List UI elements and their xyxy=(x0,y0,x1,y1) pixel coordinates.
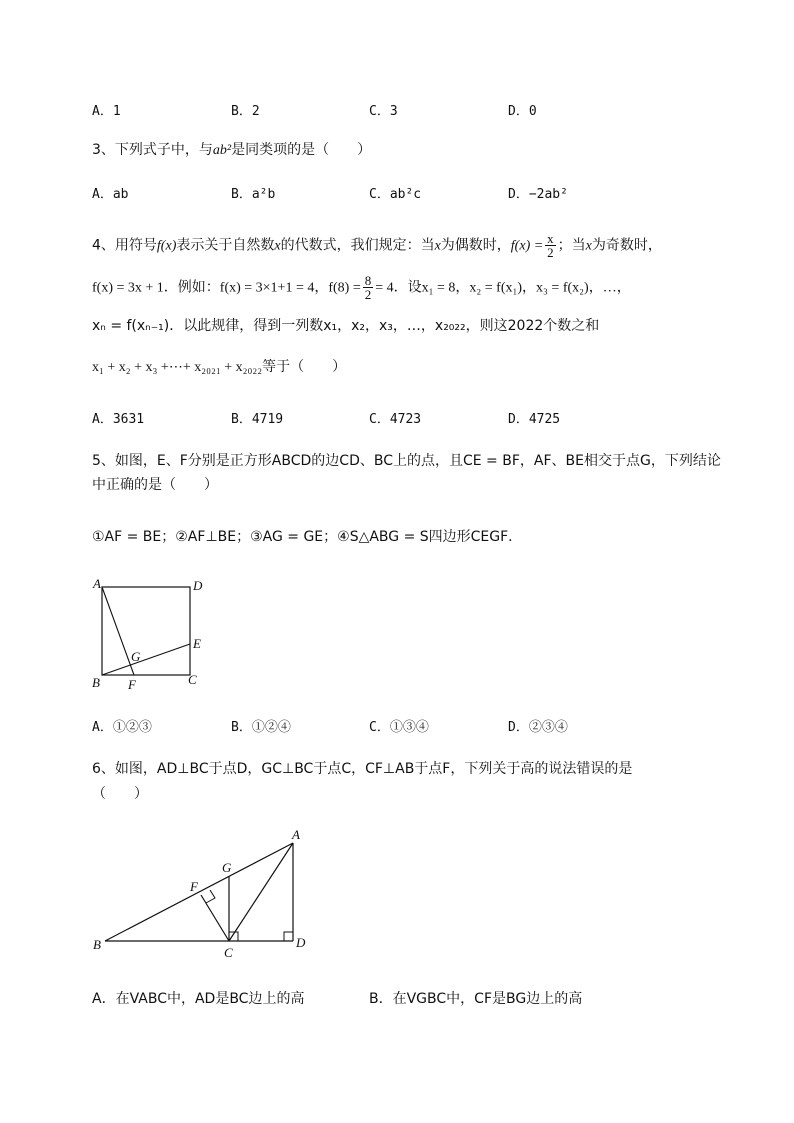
q3-options xyxy=(92,183,732,203)
label-d: D xyxy=(193,578,203,593)
right-angle-mark-f xyxy=(206,890,215,903)
segment-ca xyxy=(229,843,293,941)
label-e: E xyxy=(193,636,201,651)
q4-fraction-8-over-2: $\frac{8}{2}$ xyxy=(364,273,372,302)
q5-option-a: A．①②③ xyxy=(92,720,152,735)
q2-option-d: D．0 xyxy=(508,104,537,119)
label-b: B xyxy=(92,675,100,690)
q6-stem-line-2: （ ） xyxy=(92,786,148,802)
q3-option-a: A．ab xyxy=(92,187,129,202)
q2-option-a: A．1 xyxy=(92,104,121,119)
q5-stem-line-1: 5、如图，E、F分别是正方形ABCD的边CD、BC上的点，且CE = BF，AF、BE相交于点G，下列结论 xyxy=(92,453,721,469)
segment-be xyxy=(102,644,190,675)
q3-stem: 3、下列式子中，与ab²是同类项的是（ ） xyxy=(92,142,372,158)
label-g: G xyxy=(222,860,232,875)
q4-stem-line-3: xₙ = f(xₙ₋₁)．以此规律，得到一列数x₁，x₂，x₃，…，x₂₀₂₂，则这2022个数之和 xyxy=(92,318,600,334)
label-c: C xyxy=(224,945,233,960)
q3-option-d: D．−2ab² xyxy=(508,187,568,202)
q4-stem-line-2: f(x) = 3x + 1．例如：f(x) = 3×1+1 = 4，f(8) = $\frac{8}{2}$ = 4．设x₁ = 8，x₂ = f(x₁)，x₃ = f(x₂)，…， xyxy=(92,273,631,302)
q5-option-c: C．①③④ xyxy=(369,720,429,735)
q2-option-c: C．3 xyxy=(369,104,398,119)
segment-ba xyxy=(105,843,293,941)
q4-stem-line-4: x₁ + x₂ + x₃ +⋯+ x₂₀₂₁ + x₂₀₂₂等于（ ） xyxy=(92,359,347,375)
q5-option-b: B．①②④ xyxy=(231,720,291,735)
q6-options xyxy=(92,988,732,1008)
q5-square-figure xyxy=(85,575,215,690)
label-f: F xyxy=(128,677,136,690)
q6-option-a: A．在VABC中，AD是BC边上的高 xyxy=(92,991,305,1007)
label-d: D xyxy=(296,935,306,950)
q2-option-b: B．2 xyxy=(231,104,260,119)
q6-option-b: B．在VGBC中，CF是BG边上的高 xyxy=(369,991,583,1007)
q3-option-c: C．ab²c xyxy=(369,187,422,202)
label-a: A xyxy=(93,576,101,591)
q5-option-d: D．②③④ xyxy=(508,720,568,735)
q6-stem-line-1: 6、如图，AD⊥BC于点D，GC⊥BC于点C，CF⊥AB于点F，下列关于高的说法错误的是 xyxy=(92,761,633,777)
label-g: G xyxy=(131,649,141,664)
q4-option-c: C．4723 xyxy=(369,412,422,427)
q4-stem-line-1: 4、用符号f(x)表示关于自然数x的代数式，我们规定：当x为偶数时，f(x) = $\frac{x}{2}$ ；当x为奇数时， xyxy=(92,231,662,260)
q5-stem-line-2: 中正确的是（ ） xyxy=(92,477,218,493)
q4-option-b: B．4719 xyxy=(231,412,284,427)
q3-option-b: B．a²b xyxy=(231,187,276,202)
label-a: A xyxy=(292,827,300,842)
label-f: F xyxy=(190,879,198,894)
q4-option-a: A．3631 xyxy=(92,412,145,427)
right-angle-mark-d xyxy=(284,932,293,941)
q2-options xyxy=(92,100,732,120)
q3-stem-expr: ab² xyxy=(212,143,232,158)
segment-af xyxy=(102,587,134,675)
label-c: C xyxy=(188,672,197,687)
q4-fraction-x-over-2: $\frac{x}{2}$ xyxy=(547,231,554,260)
q5-options xyxy=(92,716,732,736)
q5-conclusions: ①AF = BE；②AF⊥BE；③AG = GE；④S△ABG = S四边形CEGF． xyxy=(92,529,523,545)
square-abcd xyxy=(102,587,190,675)
q6-triangle-figure xyxy=(85,822,325,967)
label-b: B xyxy=(93,937,101,952)
q4-options xyxy=(92,408,732,428)
segment-cf xyxy=(201,895,229,941)
q4-option-d: D．4725 xyxy=(508,412,561,427)
